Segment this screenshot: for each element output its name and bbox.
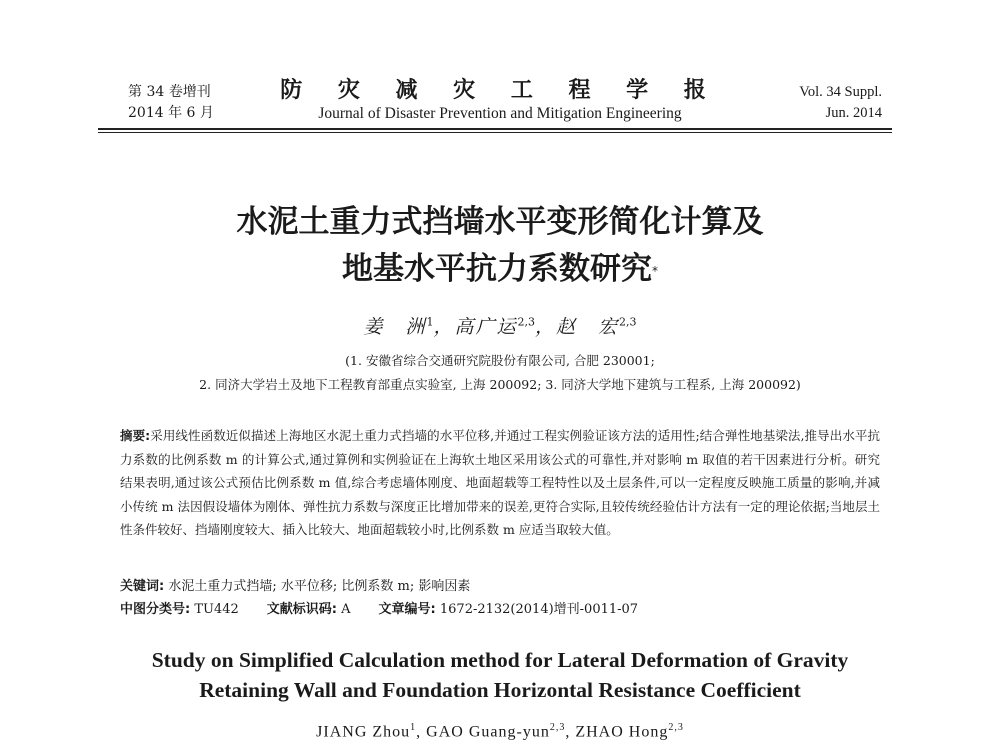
author-en-3: ZHAO Hong [575,723,669,741]
paper-title-en-line1: Study on Simplified Calculation method for Lateral Deformation of Gravity [151,648,849,672]
volume-cn: 第 34 卷增刊 [128,84,211,100]
keywords-text: 水泥土重力式挡墙; 水平位移; 比例系数 m; 影响因素 [168,579,471,594]
title-cn-line2-text: 地基水平抗力系数研究 [342,251,652,287]
authors-cn [0,312,1000,339]
header-rule-thin [98,132,892,133]
author-2: 高广运 [454,316,518,338]
author-sep: ， [433,316,455,338]
author-3-sup: 2,3 [619,315,637,329]
article-no-value: 1672-2132(2014)增刊-0011-07 [439,602,639,617]
author-en-1-sup: 1 [410,722,417,733]
article-no-label: 文章编号: [378,602,436,617]
title-footnote-mark: * [652,264,658,278]
abstract-text: 采用线性函数近似描述上海地区水泥土重力式挡墙的水平位移,并通过工程实例验证该方法的适用性;结合弹性地基梁法,推导出水平抗力系数的比例系数 m 的计算公式,通过算例和实例验证在上海软土地区采用该公式的可靠性,并对影响 m 取值的若干因素进行分析。研究结果表明,通过该公式预估比例系数 m 值,综合考虑墙体刚度、地面超载等工程特性以及土层条件,可以一定程度反映施工质量的影响,并减小传统 m 法因假设墙体为刚体、弹性抗力系数与深度正比增加带来的误差,更符合实际,且较传统经验估计方法有一定的理论依据;当地层土性条件较好、挡墙刚度较大、插入比较大、地面超载较小时,比例系数 m 应适当取较大值。 [120,428,880,537]
affiliation-line1: (1. 安徽省综合交通研究院股份有限公司, 合肥 230001; [345,353,655,368]
paper-title-cn-line2 [0,247,1000,291]
abstract [120,424,880,542]
paper-title-en-line2: Retaining Wall and Foundation Horizontal Resistance Coefficient [199,678,801,702]
doc-code-label: 文献标识码: [266,602,337,617]
keywords [120,577,880,597]
affiliation-line2: 2. 同济大学岩土及地下工程教育部重点实验室, 上海 200092; 3. 同济大学地下建筑与工程系, 上海 200092) [199,377,801,392]
date-en: Jun. 2014 [825,105,882,121]
authors-en: JIANG Zhou$^1$, GAO Guang-yun$^{2,3}$, ZHAO Hong$^{2,3}$ [316,722,684,741]
date-cn: 2014 年 6 月 [128,105,214,121]
author-en-1: JIANG Zhou [316,723,411,741]
author-en-3-sup: 2,3 [668,722,684,733]
author-sep: ， [535,316,557,338]
author-2-sup: 2,3 [517,315,535,329]
doc-code-value: A [341,602,351,617]
volume-en: Vol. 34 Suppl. [799,84,882,100]
journal-title-en: Journal of Disaster Prevention and Mitigation Engineering [318,105,682,122]
author-en-2: GAO Guang-yun [426,723,550,741]
author-en-2-sup: 2,3 [549,722,566,733]
paper-title-cn-line1: 水泥土重力式挡墙水平变形简化计算及 [236,204,764,240]
clc-label: 中图分类号: [120,602,191,617]
abstract-label: 摘要: [120,428,151,443]
header-volume-info-en [799,82,882,124]
author-1-sup: 1 [426,315,434,329]
header-rule-thick [98,128,892,130]
keywords-label: 关键词: [120,579,165,594]
journal-title-cn: 防 灾 减 灾 工 程 学 报 [280,77,720,103]
author-3: 赵 宏 [556,316,620,338]
clc-value: TU442 [194,602,239,617]
author-1: 姜 洲 [363,316,427,338]
classification-line [120,600,880,620]
